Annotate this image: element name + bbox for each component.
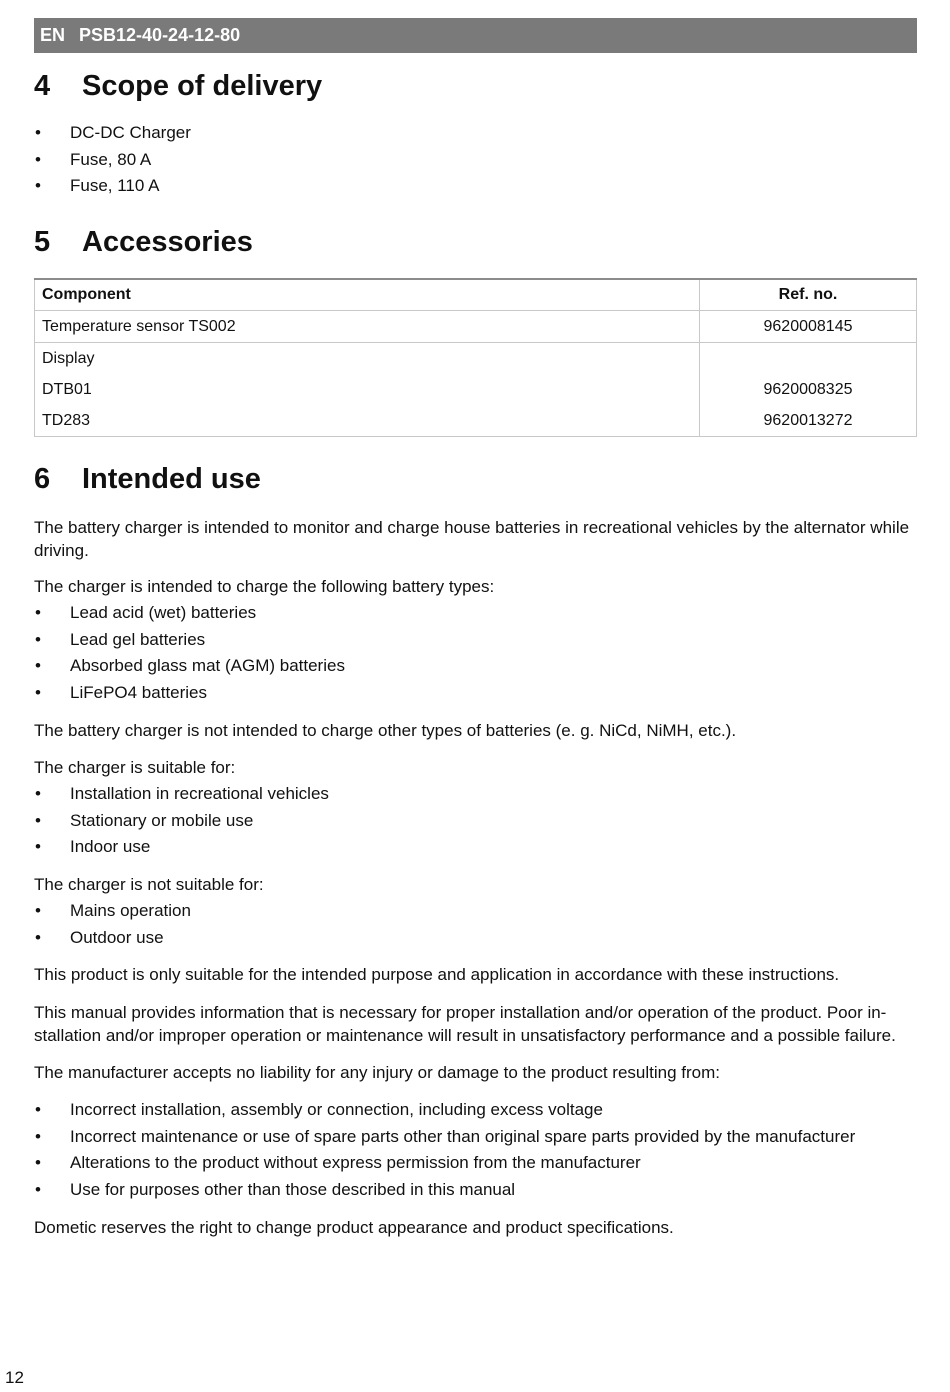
list-item: • Lead acid (wet) batteries [34, 600, 917, 627]
not-suitable-list [34, 898, 917, 951]
cell-component: Display [35, 343, 700, 375]
list-item: • Mains operation [34, 898, 917, 925]
column-header-ref: Ref. no. [700, 279, 917, 311]
cell-component: Temperature sensor TS002 [35, 311, 700, 343]
paragraph: The charger is suitable for: [34, 758, 236, 777]
paragraph: Dometic reserves the right to change product appearance and product specifications. [34, 1218, 674, 1237]
list-item: • Fuse, 80 A [34, 147, 917, 174]
table-row [35, 374, 917, 405]
list-item: • Stationary or mobile use [34, 808, 917, 835]
paragraph: The battery charger is intended to monitor and charge house batteries in recreational vehicles by the alternator while driving. [34, 518, 910, 560]
suitable-list [34, 781, 917, 861]
cell-ref [700, 343, 917, 375]
paragraph: The charger is intended to charge the following battery types: [34, 577, 495, 596]
paragraph: The charger is not suitable for: [34, 875, 264, 894]
section-heading-accessories: 5 Accessories [34, 225, 253, 258]
paragraph: This manual provides information that is necessary for proper installation and/or operation of the product. Poor in-stallation and/or improper operation or maintenance will result in unsatisfactory performance and a possible failure. [34, 1003, 896, 1045]
table-row [35, 405, 917, 437]
table-header-row [35, 279, 917, 311]
section-heading-scope: 4 Scope of delivery [34, 69, 323, 102]
list-item: • Alterations to the product without express permission from the manufacturer [34, 1150, 917, 1177]
list-item: • Absorbed glass mat (AGM) batteries [34, 653, 917, 680]
cell-component: DTB01 [35, 374, 700, 405]
header-bar [34, 18, 917, 53]
table-row [35, 311, 917, 343]
list-item: • Incorrect installation, assembly or connection, including excess voltage [34, 1097, 917, 1124]
cell-ref: 9620013272 [700, 405, 917, 437]
cell-component: TD283 [35, 405, 700, 437]
paragraph: The battery charger is not intended to charge other types of batteries (e. g. NiCd, NiMH, etc.). [34, 721, 737, 740]
cell-ref: 9620008325 [700, 374, 917, 405]
section-heading-intended-use: 6 Intended use [34, 462, 261, 495]
list-item: • DC-DC Charger [34, 120, 917, 147]
list-item: • Indoor use [34, 834, 917, 861]
list-item: • Lead gel batteries [34, 627, 917, 654]
list-item: • Fuse, 110 A [34, 173, 917, 200]
cell-ref: 9620008145 [700, 311, 917, 343]
paragraph: The manufacturer accepts no liability for any injury or damage to the product resulting from: [34, 1063, 721, 1082]
model-number: PSB12-40-24-12-80 [79, 25, 241, 45]
list-item: • Outdoor use [34, 925, 917, 952]
table-row [35, 343, 917, 375]
language-code: EN [40, 25, 66, 45]
page-number: 12 [5, 1368, 24, 1387]
accessories-table [34, 278, 917, 437]
list-item: • LiFePO4 batteries [34, 680, 917, 707]
scope-list [34, 120, 917, 200]
list-item: • Installation in recreational vehicles [34, 781, 917, 808]
paragraph: This product is only suitable for the intended purpose and application in accordance with these instructions. [34, 965, 840, 984]
column-header-component: Component [35, 279, 700, 311]
list-item: • Incorrect maintenance or use of spare parts other than original spare parts provided by the manufacturer [34, 1124, 917, 1151]
list-item: • Use for purposes other than those described in this manual [34, 1177, 917, 1204]
battery-types-list [34, 600, 917, 706]
liability-list [34, 1097, 917, 1203]
